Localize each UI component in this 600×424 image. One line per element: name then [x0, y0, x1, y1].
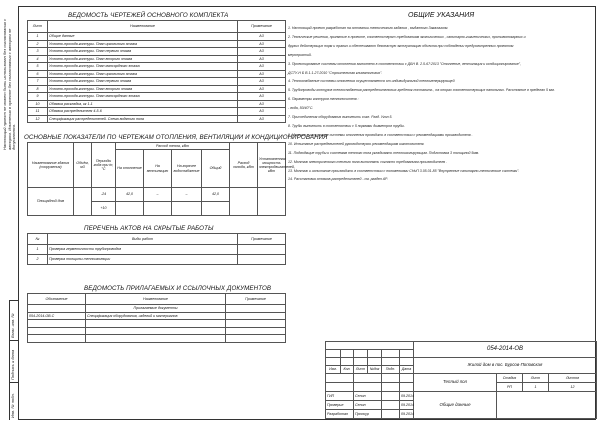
general-notes-list: [288, 24, 588, 184]
table-cell: Условно-проходя-контуры. План первого этажа: [48, 78, 238, 86]
table-cell: Условно-проходя-контуры. План мансардного этажа: [48, 63, 238, 71]
note-item: 2. Технические решения, принятые в проекте, соответствуют требованиям экологических , санитарно-гигиенических, противопожарных и: [288, 34, 526, 39]
references-table: [27, 293, 286, 343]
note-item: 7. Присоединения оборудования выполнить согл. Разд. Угол 5.: [288, 115, 393, 120]
hidden-works-table: [27, 233, 286, 265]
role-name: Проскур: [354, 410, 382, 419]
left-margin-strip: [0, 0, 18, 424]
table-cell: Обвязка распределителя 4-5-6: [48, 108, 238, 116]
table-cell: Спецификация распределителей. Схема водяного пола: [48, 115, 238, 123]
table-cell: А3: [238, 40, 286, 48]
table-cell: 054-2014-ОВ.С: [28, 312, 86, 320]
col-header: Общий: [202, 150, 230, 188]
table-cell: Спецификация оборудования, изделий и материалов: [86, 312, 226, 320]
hidden-works-title: ПЕРЕЧЕНЬ АКТОВ НА СКРЫТЫЕ РАБОТЫ: [84, 225, 214, 232]
role-label: ГИП: [326, 392, 354, 401]
col-header: Наименование: [86, 294, 226, 305]
table-cell: +10: [92, 202, 116, 216]
margin-field-replace: Взам. инв. №: [10, 313, 15, 338]
table-cell: А3: [238, 108, 286, 116]
note-item: 13. Монтаж и испытание производить в соответствии с положениями СНиП 3.05.01-85 "Внутренние санитарно-технические системы".: [288, 168, 520, 173]
note-item: мероприятий.: [288, 52, 312, 57]
note-item: 8. Трубы выполнить в соответствии с 5 нормами диаметров трубы.: [288, 123, 405, 128]
table-cell: 4: [28, 55, 48, 63]
table-cell: [238, 255, 286, 265]
note-item: 14. Расстановка стояков-распределителей - см. раздел АР.: [288, 177, 388, 182]
stamp-col: Лист: [354, 366, 368, 374]
document-code: 054-2014-ОВ: [414, 342, 597, 358]
section-label: Прилагаемые документы: [86, 305, 226, 313]
table-cell: А3: [238, 33, 286, 41]
table-cell: 42,0: [116, 188, 144, 202]
table-cell: [238, 245, 286, 255]
sheet-value: 1: [523, 383, 549, 392]
table-cell: –: [144, 188, 172, 202]
role-label: Разработал: [326, 410, 354, 419]
table-cell: А3: [238, 63, 286, 71]
note-item: - вода, 50/40°С.: [288, 106, 314, 111]
project-name: Жилой дом в пос. Бурсов-Поповская: [414, 358, 597, 374]
general-notes-title: ОБЩИЕ УКАЗАНИЯ: [408, 12, 475, 19]
col-header: Лист: [28, 21, 48, 33]
indicators-title: ОСНОВНЫЕ ПОКАЗАТЕЛИ ПО ЧЕРТЕЖАМ ОТОПЛЕНИЯ, ВЕНТИЛЯЦИИ И КОНДИЦИОНИРОВАНИЯ: [24, 134, 328, 141]
note-item: 12. Монтаж электрического теплого пола выполнять согласно требованиям производителя .: [288, 159, 448, 164]
stamp-col: Дата: [400, 366, 414, 374]
table-cell: А3: [238, 70, 286, 78]
sheets-label: Листов: [549, 374, 597, 383]
stamp-col: Кол.: [341, 366, 354, 374]
table-cell: 2: [28, 40, 48, 48]
table-cell: 12: [28, 115, 48, 123]
col-header: Примечание: [238, 234, 286, 245]
table-cell: 6: [28, 70, 48, 78]
stamp-col: Изм.: [326, 366, 341, 374]
note-item: 3. Проектирование системы отопления выполнено в соответствии с ДБН В. 2.5-67:2013 "Отопление, вентиляция и кондиционирование",: [288, 61, 522, 66]
sheet-list-table: [27, 20, 286, 123]
table-cell: -24: [92, 188, 116, 202]
table-cell: 2: [28, 255, 48, 265]
note-item: 4. Теплоснабжение системы отопления осуществляется от индивидуальной теплогенерирующей: [288, 79, 455, 84]
table-cell: –: [172, 188, 202, 202]
col-header: №: [28, 234, 48, 245]
sheet-label: Лист: [523, 374, 549, 383]
col-header: Установленная мощность электродвигателей, кВт: [258, 143, 286, 188]
role-date: 09.2014: [400, 392, 414, 401]
table-cell: А3: [238, 100, 286, 108]
object-name: Теплый пол: [414, 374, 497, 392]
table-cell: А3: [238, 115, 286, 123]
table-cell: А3: [238, 55, 286, 63]
col-header: Объём, м3: [74, 143, 92, 188]
note-item: других действующих норм и правил и обеспечивают безопасную эксплуатацию объекта при соблюдении предусмотренных проектом: [288, 43, 514, 48]
table-cell: Условно-проходя-контуры. План цокольного этажа: [48, 40, 238, 48]
table-cell: Условно-проходя-контуры. План первого этажа: [48, 48, 238, 56]
col-header: Наименование здания (сооружения): [28, 143, 74, 188]
table-cell: 10: [28, 100, 48, 108]
note-item: 6. Параметры контуров теплоносителя :: [288, 97, 359, 102]
table-cell: 5: [28, 63, 48, 71]
stamp-col: №док: [368, 366, 382, 374]
table-cell: 9: [28, 93, 48, 101]
sheet-list-title: ВЕДОМОСТЬ ЧЕРТЕЖЕЙ ОСНОВНОГО КОМПЛЕКТА: [68, 12, 229, 19]
note-item: ДСТУ-Н Б В.1.1-27:2010 "Строительная климатология".: [288, 70, 383, 75]
col-header: Примечание: [226, 294, 286, 305]
role-name: Сенин: [354, 401, 382, 410]
indicators-table: [27, 142, 295, 216]
col-header: Наименование: [48, 21, 238, 33]
col-header: Расход холода, кВт: [230, 143, 258, 188]
margin-note: Настоящий проект не может быть использован без согласования с автором. Изменения в проекте без согласования с автором не допускаются.: [2, 18, 17, 150]
table-cell: 8: [28, 85, 48, 93]
col-header: На горячее водоснабжение: [172, 150, 202, 188]
table-cell: А3: [238, 48, 286, 56]
sheets-value: 12: [549, 383, 597, 392]
table-cell: А3: [238, 85, 286, 93]
table-cell: 7: [28, 78, 48, 86]
table-cell: Условно-проходя-контуры. План второго этажа: [48, 55, 238, 63]
note-item: 9. Монтаж и испытание системы отопления проводить в соответствии с рекомендациями производителя .: [288, 132, 473, 137]
table-cell: [226, 312, 286, 320]
table-cell: 42,0: [202, 188, 230, 202]
note-item: 10. Испытание распределителей руководствуясь рекомендациям изготовителя.: [288, 141, 425, 146]
references-title: ВЕДОМОСТЬ ПРИЛАГАЕМЫХ И ССЫЛОЧНЫХ ДОКУМЕНТОВ: [84, 285, 272, 292]
note-item: 5. Трубопроводы контуров теплоснабжения распределительных гребенок поставить , на опорах соответствующих напольных. Расстояние в пределах 5 мм.: [288, 88, 555, 93]
note-item: 1. Настоящий проект разработан на основании технического задания , выданного Заказчиком.: [288, 26, 449, 30]
table-cell: Площадной дом: [28, 188, 74, 216]
stamp-col: Подп.: [382, 366, 400, 374]
col-header: На вентиляцию: [144, 150, 172, 188]
table-cell: Условно-проходя-контуры. План второго этажа: [48, 85, 238, 93]
role-date: 09.2014: [400, 410, 414, 419]
note-item: 11. Подводящие трубы к системам теплого пола укладывать теплоизолирующим. Подготовка 3 толщиной 5мм.: [288, 150, 480, 155]
sheet-name: Общие данные: [414, 392, 497, 419]
col-header: На отопление: [116, 150, 144, 188]
stage-value: РП: [497, 383, 523, 392]
stage-label: Стадия: [497, 374, 523, 383]
table-cell: Проверка толщины теплоизоляции: [48, 255, 238, 265]
col-header: Периоды года при tн, °С: [92, 143, 116, 188]
table-cell: 11: [28, 108, 48, 116]
table-cell: Проверка герметичности трубопроводов: [48, 245, 238, 255]
col-header: Виды работ: [48, 234, 238, 245]
table-cell: А3: [238, 93, 286, 101]
role-name: Сенин: [354, 392, 382, 401]
margin-field-inventory: Инв. № подл.: [10, 393, 15, 418]
col-header: Примечание: [238, 21, 286, 33]
table-cell: Условно-проходя-контуры. План цокольного этажа: [48, 70, 238, 78]
table-cell: 1: [28, 245, 48, 255]
role-date: 09.2014: [400, 401, 414, 410]
col-header: Обозначение: [28, 294, 86, 305]
table-cell: А3: [238, 78, 286, 86]
table-cell: 3: [28, 48, 48, 56]
title-block-table: [325, 341, 597, 419]
role-label: Проверил: [326, 401, 354, 410]
table-cell: Обвязка раскладка, кк 1-1: [48, 100, 238, 108]
margin-field-signature: Подпись и дата: [10, 349, 15, 380]
col-header: Расход тепла, кВт: [116, 143, 230, 150]
table-cell: 1: [28, 33, 48, 41]
table-cell: Общие данные: [48, 33, 238, 41]
table-cell: Условно-проходя-контуры. План мансардного этажа: [48, 93, 238, 101]
